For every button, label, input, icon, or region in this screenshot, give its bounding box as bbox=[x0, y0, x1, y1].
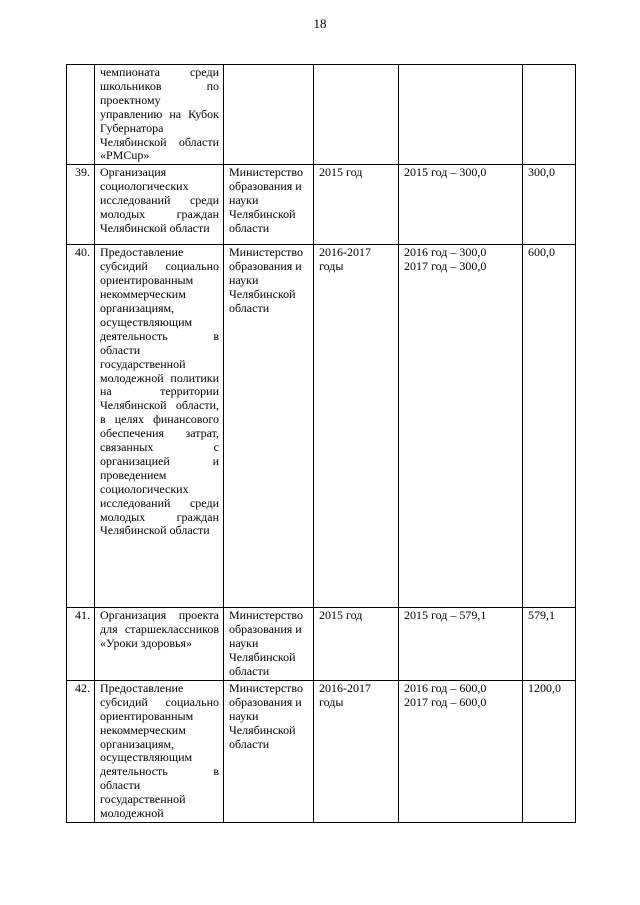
funding-year-line: 2015 год – 579,1 bbox=[404, 608, 487, 623]
funding-by-year bbox=[399, 680, 523, 822]
funding-by-year bbox=[399, 245, 523, 608]
funding-total: 600,0 bbox=[523, 245, 576, 608]
executor: Министерство образования и науки Челябинской области bbox=[224, 245, 314, 608]
program-activities-table bbox=[66, 64, 576, 823]
funding-year-line: 2017 год – 600,0 bbox=[404, 694, 487, 709]
activity-name: Предоставление субсидий социально ориентированным некоммерческим организациям, осуществляющим деятельность в области государственной молодежной политики на территории Челябинской области, в целях финансового обеспечения затрат, связанных с организацией и проведением социологических исследований среди молодых граждан Челябинской области bbox=[95, 245, 224, 608]
funding-by-year bbox=[399, 65, 523, 165]
executor: Министерство образования и науки Челябинской области bbox=[224, 608, 314, 681]
row-number: 40. bbox=[67, 245, 95, 608]
period: 2015 год bbox=[314, 608, 399, 681]
activity-name: Организация проекта для старшеклассников «Уроки здоровья» bbox=[95, 608, 224, 681]
period: 2015 год bbox=[314, 165, 399, 245]
funding-year-line: 2016 год – 600,0 bbox=[404, 680, 487, 695]
funding-by-year bbox=[399, 165, 523, 245]
activity-name: Организация социологических исследований среди молодых граждан Челябинской области bbox=[95, 165, 224, 245]
funding-total: 300,0 bbox=[523, 165, 576, 245]
funding-year-line: 2015 год – 300,0 bbox=[404, 165, 487, 180]
funding-year-line: 2016 год – 300,0 bbox=[404, 245, 487, 260]
table-row bbox=[67, 245, 576, 608]
executor: Министерство образования и науки Челябинской области bbox=[224, 165, 314, 245]
table-row bbox=[67, 65, 576, 165]
page-number: 18 bbox=[313, 16, 327, 31]
row-number: 42. bbox=[67, 680, 95, 822]
period: 2016-2017 годы bbox=[314, 245, 399, 608]
activity-name: Предоставление субсидий социально ориентированным некоммерческим организациям, осуществляющим деятельность в области государственной молодежной bbox=[95, 680, 224, 822]
row-number bbox=[67, 65, 95, 165]
table-row bbox=[67, 680, 576, 822]
table-row bbox=[67, 165, 576, 245]
executor bbox=[224, 65, 314, 165]
funding-year-line: 2017 год – 300,0 bbox=[404, 259, 487, 274]
row-number: 41. bbox=[67, 608, 95, 681]
funding-by-year bbox=[399, 608, 523, 681]
funding-total bbox=[523, 65, 576, 165]
table-row bbox=[67, 608, 576, 681]
activity-name: чемпионата среди школьников по проектному управлению на Кубок Губернатора Челябинской области «PMCup» bbox=[95, 65, 224, 165]
period: 2016-2017 годы bbox=[314, 680, 399, 822]
funding-total: 1200,0 bbox=[523, 680, 576, 822]
funding-total: 579,1 bbox=[523, 608, 576, 681]
executor: Министерство образования и науки Челябинской области bbox=[224, 680, 314, 822]
period bbox=[314, 65, 399, 165]
row-number: 39. bbox=[67, 165, 95, 245]
